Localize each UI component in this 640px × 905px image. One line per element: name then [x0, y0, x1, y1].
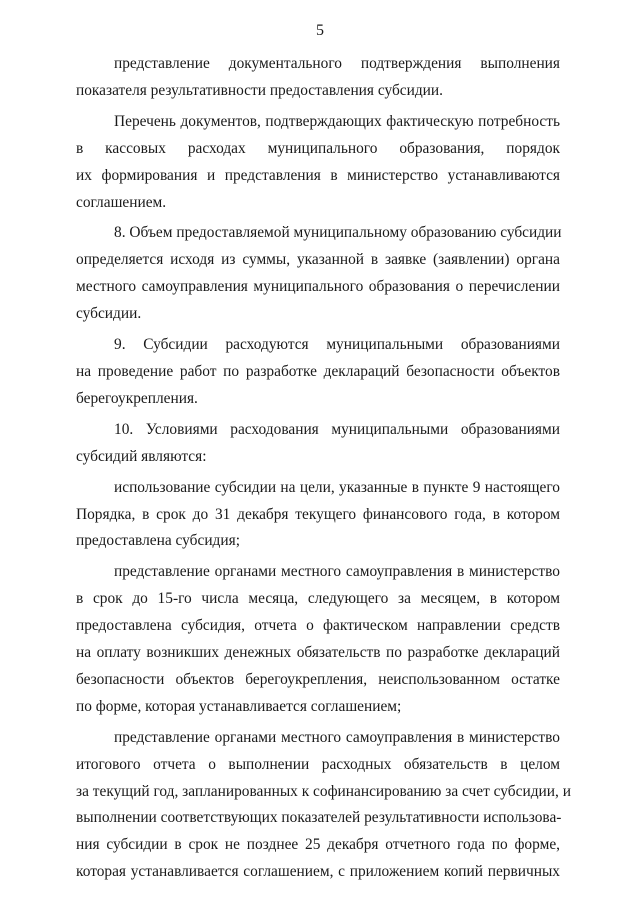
paragraph — [76, 475, 560, 556]
text-line: местного самоуправления муниципального образования о перечислении — [76, 278, 560, 296]
paragraph — [76, 109, 560, 217]
text-line: представление органами местного самоуправления в министерство — [114, 728, 560, 746]
text-line: в срок до 15-го числа месяца, следующего за месяцем, в котором — [76, 590, 560, 608]
text-line: использование субсидии на цели, указанные в пункте 9 настоящего — [114, 478, 560, 496]
text-line: Перечень документов, подтверждающих фактическую потребность — [114, 112, 560, 130]
text-line: соглашением. — [76, 193, 167, 211]
text-line: 9. Субсидии расходуются муниципальными образованиями — [114, 336, 560, 354]
text-line: Порядка, в срок до 31 декабря текущего финансового года, в котором — [76, 505, 560, 523]
text-line: по форме, которая устанавливается соглашением; — [76, 697, 402, 715]
text-line: предоставлена субсидия; — [76, 532, 240, 550]
text-line: которая устанавливается соглашением, с приложением копий первичных — [76, 863, 560, 881]
text-line: представление документального подтверждения выполнения — [114, 55, 560, 72]
paragraph — [76, 559, 560, 720]
document-body — [76, 51, 571, 890]
text-line: 10. Условиями расходования муниципальными образованиями — [114, 420, 560, 438]
text-line: предоставлена субсидия, отчета о фактическом направлении средств — [76, 617, 560, 635]
paragraph — [76, 51, 560, 105]
text-line: ния субсидии в срок не позднее 25 декабря отчетного года по форме, — [76, 836, 560, 854]
text-line: показателя результативности предоставления субсидии. — [76, 81, 444, 99]
text-line: за текущий год, запланированных к софинансированию за счет субсидии, и — [76, 782, 571, 800]
text-line: определяется исходя из суммы, указанной в заявке (заявлении) органа — [76, 251, 560, 269]
paragraph — [76, 725, 571, 886]
text-line: их формирования и представления в министерство устанавливаются — [76, 166, 560, 184]
paragraph — [76, 417, 560, 471]
page-number: 5 — [316, 22, 324, 39]
text-line: берегоукрепления. — [76, 389, 198, 407]
text-line: в кассовых расходах муниципального образования, порядок — [76, 139, 560, 157]
text-line: на проведение работ по разработке деклараций безопасности объектов — [76, 362, 560, 380]
paragraph — [76, 220, 560, 328]
paragraph — [76, 332, 560, 413]
text-line: субсидий являются: — [76, 447, 207, 465]
text-line: субсидии. — [76, 305, 142, 323]
text-line: представление органами местного самоуправления в министерство — [114, 563, 560, 581]
text-line: итогового отчета о выполнении расходных обязательств в целом — [76, 755, 560, 773]
text-line: 8. Объем предоставляемой муниципальному образованию субсидии — [114, 224, 562, 242]
text-line: безопасности объектов берегоукрепления, неиспользованном остатке — [76, 670, 560, 688]
text-line: на оплату возникших денежных обязательств по разработке деклараций — [76, 644, 560, 662]
text-line: выполнении соответствующих показателей результативности использова- — [76, 809, 562, 827]
